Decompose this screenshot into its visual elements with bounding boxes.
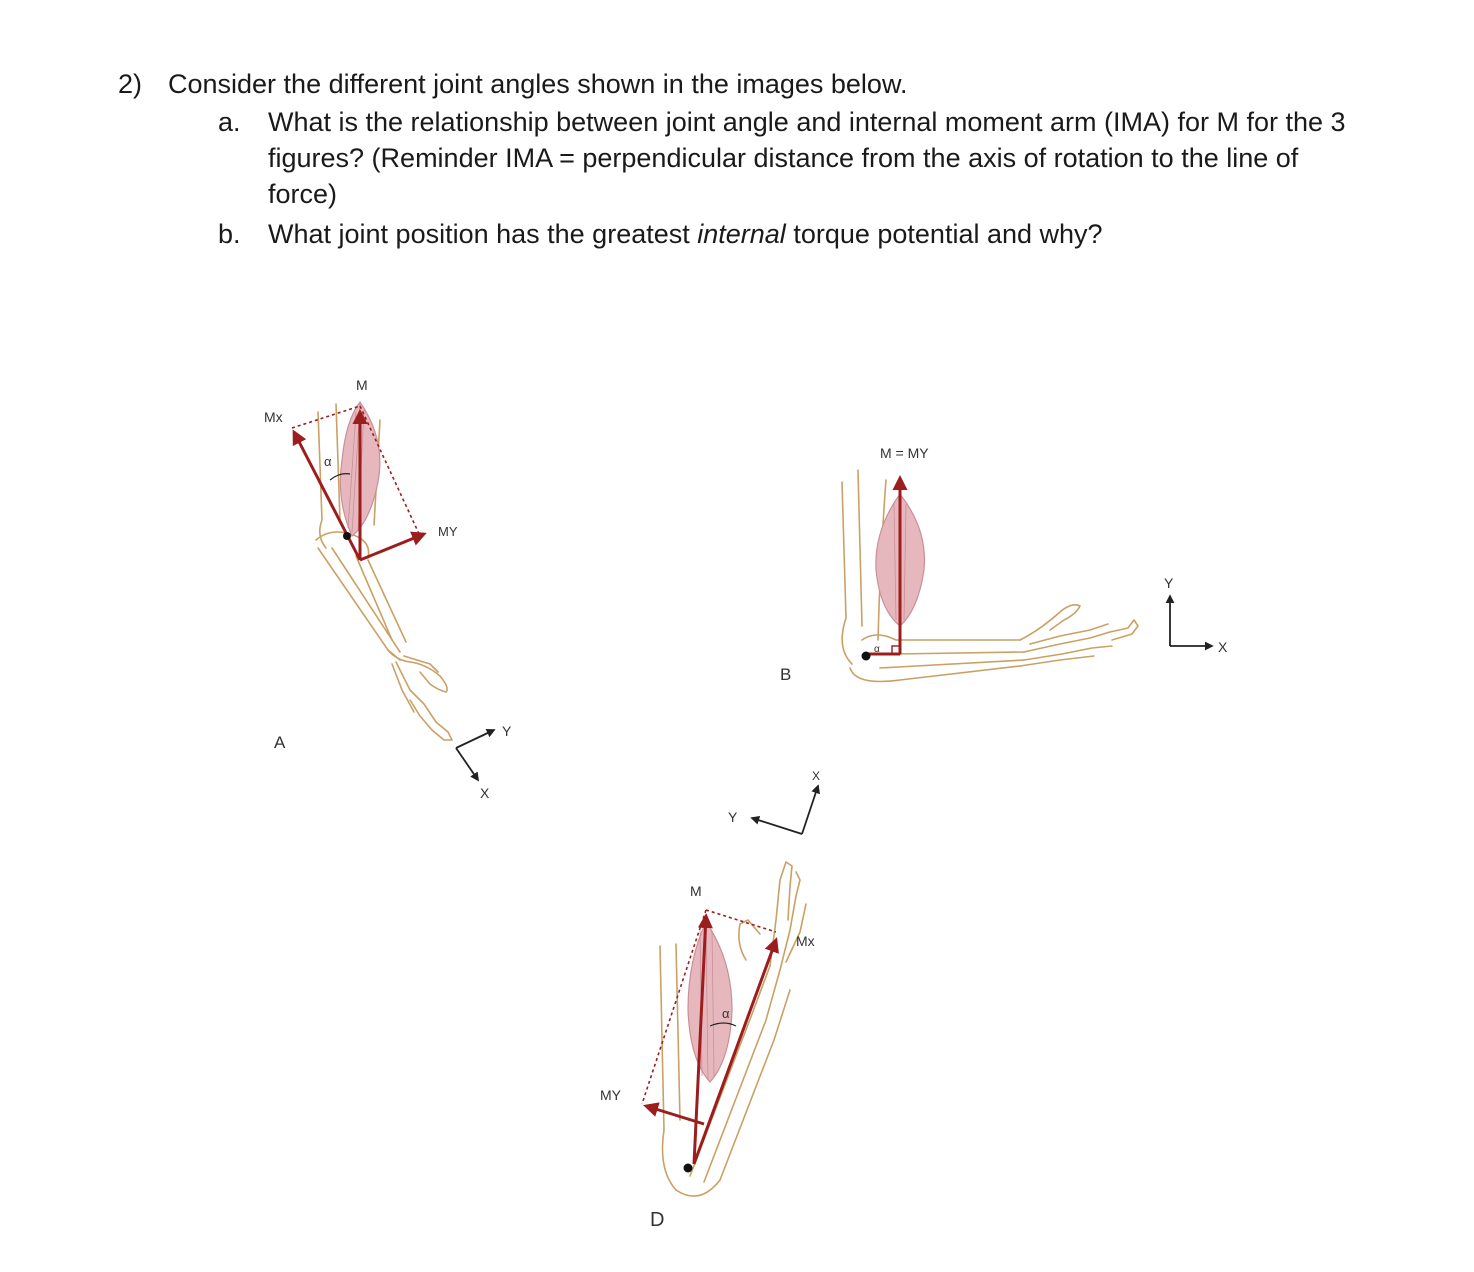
figure-d-axis-x-label: X	[812, 769, 821, 783]
part-b-text-before: What joint position has the greatest	[268, 219, 698, 249]
figure-d-axis-y-label: Y	[728, 809, 738, 825]
figure-a-axis-of-rotation	[343, 532, 351, 540]
figure-a	[264, 377, 512, 801]
figure-a-arm-bones	[316, 404, 452, 740]
question-prompt: Consider the different joint angles shown in the images below.	[168, 69, 908, 99]
figure-a-axis-y-label: Y	[502, 723, 512, 739]
figure-a-force-my	[360, 534, 424, 560]
figure-b	[780, 445, 1228, 684]
part-b-text-emphasis: internal	[697, 219, 786, 249]
figure-d-muscle-label: M	[690, 883, 702, 899]
figure-d-axes	[728, 769, 820, 834]
figure-d-arm-bones	[660, 862, 806, 1196]
part-b-label: b.	[218, 219, 241, 249]
figure-d-panel-label: D	[650, 1209, 665, 1231]
question-number: 2)	[118, 69, 143, 99]
figure-a-my-label: MY	[438, 524, 458, 539]
figure-a-axes	[456, 723, 512, 801]
figure-b-panel-label: B	[780, 665, 792, 684]
figure-d-my-label: MY	[600, 1087, 621, 1103]
figure-d-mx-label: Mx	[796, 933, 815, 949]
figure-a-muscle-label: M	[356, 377, 368, 393]
figure-a-mx-label: Mx	[264, 409, 283, 425]
figure-d-axis-of-rotation	[684, 1164, 693, 1173]
figure-b-axis-y-label: Y	[1164, 575, 1174, 591]
figure-b-axes	[1164, 575, 1228, 655]
figure-b-angle-label: α	[874, 644, 880, 655]
figure-a-angle-label: α	[324, 454, 332, 469]
part-b-text-after: torque potential and why?	[785, 219, 1103, 249]
part-a-text: What is the relationship between joint angle and internal moment arm (IMA) for M for the 3 figures? (Reminder IMA = perpendicular distance from the axis of rotation to the line of force)	[268, 107, 1346, 209]
figure-b-axis-of-rotation	[862, 652, 871, 661]
figure-a-axis-x-label: X	[480, 785, 490, 801]
figure-b-axis-x-label: X	[1218, 639, 1228, 655]
figure-d	[600, 769, 820, 1231]
figure-a-panel-label: A	[274, 733, 286, 752]
part-a-label: a.	[218, 107, 241, 137]
figure-d-angle-label: α	[722, 1006, 730, 1021]
figure-b-muscle-label: M = MY	[880, 445, 929, 461]
